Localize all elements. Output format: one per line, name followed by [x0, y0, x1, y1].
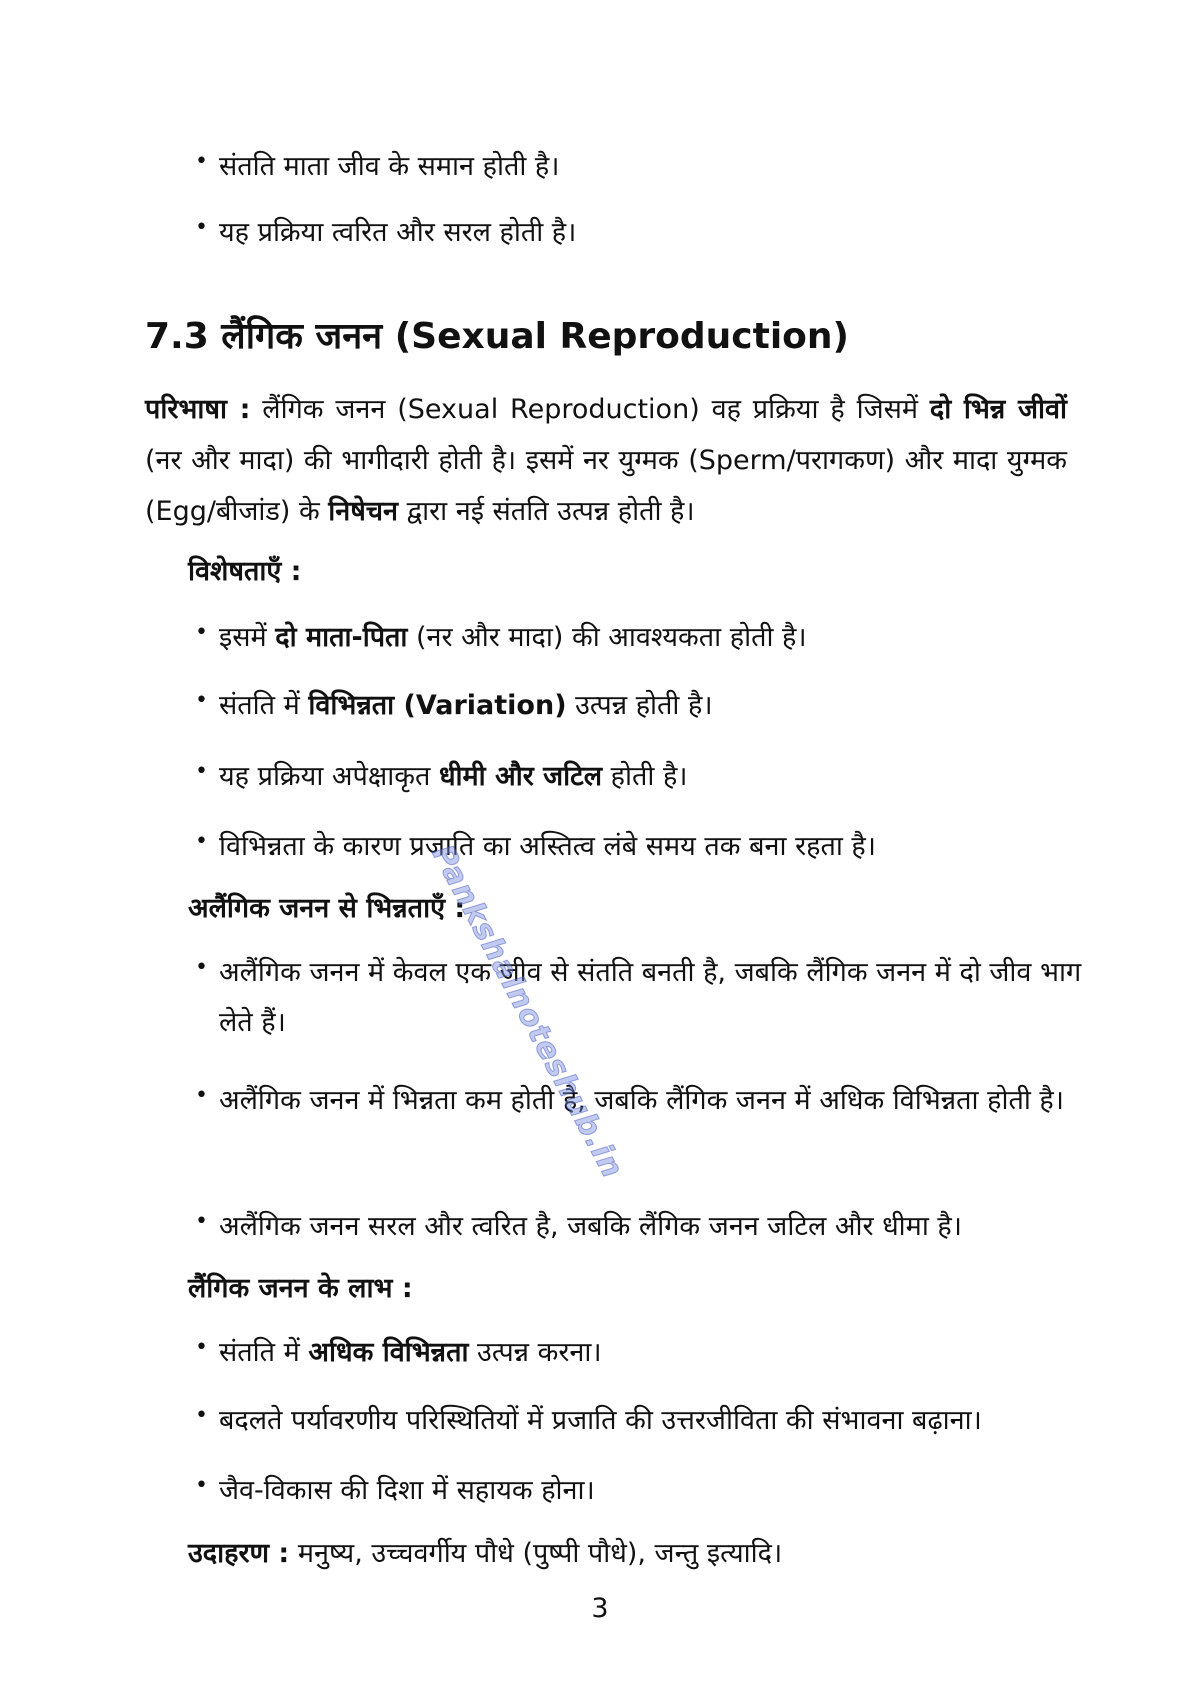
definition-paragraph: परिभाषा : लैंगिक जनन (Sexual Reproduction) वह प्रक्रिया है जिसमें दो भिन्न जीवों (नर और मादा) की भागीदारी होती है। इसमें नर युग्मक (Sperm/परागकण) और मादा युग्मक (Egg/बीजांड) के निषेचन द्वारा नई संतति उत्पन्न होती है। [145, 394, 1067, 527]
list-item: • इसमें दो माता-पिता (नर और मादा) की आवश्यकता होती है। [195, 613, 1099, 663]
list-item: • यह प्रक्रिया त्वरित और सरल होती है। [195, 208, 1099, 258]
example-line: उदाहरण : मनुष्य, उच्चवर्गीय पौधे (पुष्पी पौधे), जन्तु इत्यादि। [188, 1538, 783, 1569]
list-item: • अलैंगिक जनन में केवल एक जीव से संतति बनती है, जबकि लैंगिक जनन में दो जीव भाग लेते हैं। [195, 948, 1099, 1048]
list-item: • यह प्रक्रिया अपेक्षाकृत धीमी और जटिल होती है। [195, 752, 1099, 802]
watermark: Pankshalnoteshub.in [424, 839, 631, 1185]
example-label: उदाहरण : [188, 1538, 290, 1569]
page-number: 3 [591, 1593, 609, 1624]
list-item: • संतति माता जीव के समान होती है। [195, 142, 1099, 192]
benefits-heading: लैंगिक जनन के लाभ : [188, 1273, 413, 1304]
features-heading: विशेषताएँ : [188, 556, 302, 587]
list-item: • जैव-विकास की दिशा में सहायक होना। [195, 1466, 1099, 1516]
section-heading: 7.3 लैंगिक जनन (Sexual Reproduction) [145, 316, 849, 357]
list-item: • संतति में अधिक विभिन्नता उत्पन्न करना। [195, 1328, 1099, 1378]
list-item: • बदलते पर्यावरणीय परिस्थितियों में प्रजाति की उत्तरजीविता की संभावना बढ़ाना। [195, 1396, 1099, 1446]
list-item: • अलैंगिक जनन सरल और त्वरित है, जबकि लैंगिक जनन जटिल और धीमा है। [195, 1202, 1099, 1252]
list-item: • विभिन्नता के कारण प्रजाति का अस्तित्व लंबे समय तक बना रहता है। [195, 822, 1099, 872]
differences-heading: अलैंगिक जनन से भिन्नताएँ : [188, 893, 466, 924]
definition-label: परिभाषा : [145, 394, 251, 425]
list-item: • संतति में विभिन्नता (Variation) उत्पन्न होती है। [195, 681, 1099, 731]
list-item: • अलैंगिक जनन में भिन्नता कम होती है, जबकि लैंगिक जनन में अधिक विभिन्नता होती है। [195, 1076, 1099, 1126]
